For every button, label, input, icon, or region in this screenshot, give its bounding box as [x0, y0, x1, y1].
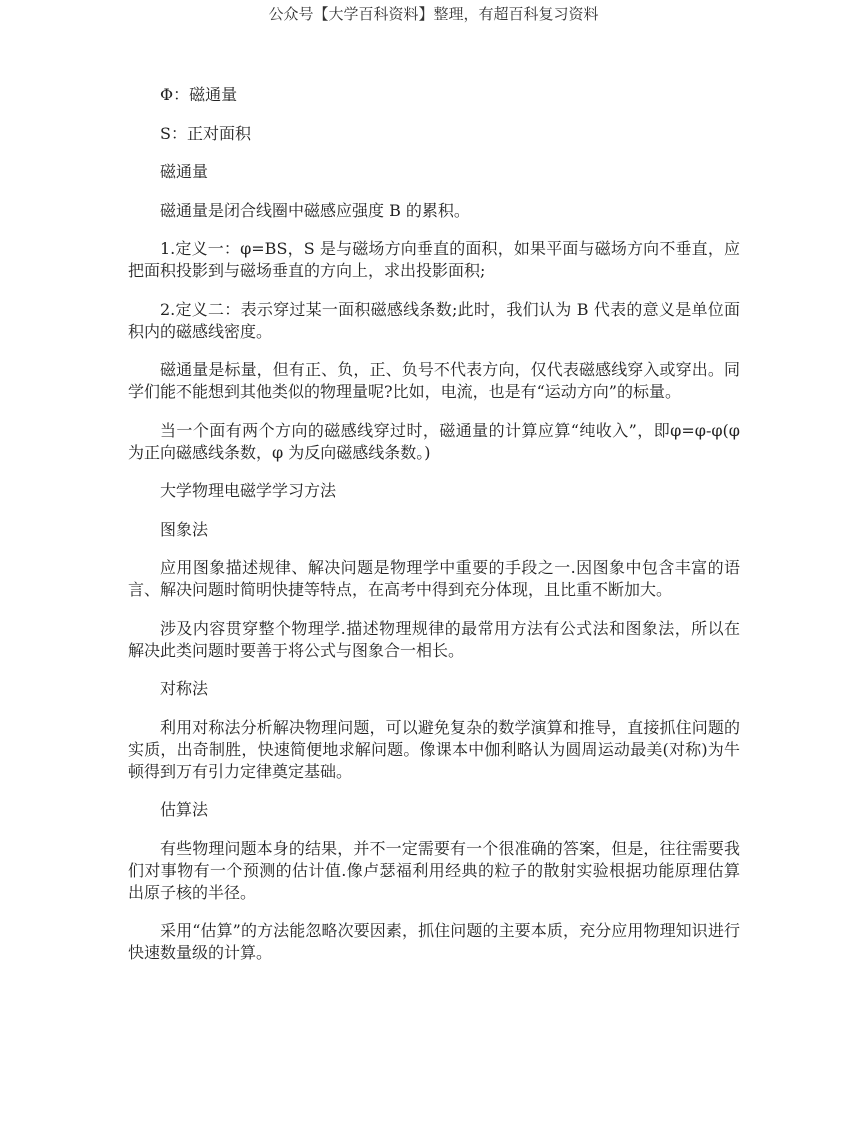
section-heading-methods: 大学物理电磁学学习方法: [160, 481, 337, 500]
paragraph-symmetry: 利用对称法分析解决物理问题，可以避免复杂的数学演算和推导，直接抓住问题的实质，出奇制胜，快速简便地求解问题。像课本中伽利略认为圆周运动最美(对称)为牛顿得到万有引力定律奠定基础。: [128, 717, 740, 781]
section-heading-estimate: 估算法: [160, 800, 209, 819]
document-body: [128, 84, 740, 981]
s-definition: S：正对面积: [160, 123, 251, 143]
section-heading-symmetry: 对称法: [160, 679, 209, 698]
phi-definition: Φ：磁通量: [160, 85, 238, 104]
paragraph-net-flux: 当一个面有两个方向的磁感线穿过时，磁通量的计算应算“纯收入”，即φ=φ-φ(φ 为正向磁感线条数，φ 为反向磁感线条数。): [128, 420, 740, 462]
section-heading-graph: 图象法: [160, 519, 209, 539]
paragraph-definition-1: 1.定义一：φ=BS，S 是与磁场方向垂直的面积，如果平面与磁场方向不垂直，应把面积投影到与磁场垂直的方向上，求出投影面积;: [128, 239, 740, 280]
paragraph-estimate-2: 采用“估算”的方法能忽略次要因素，抓住问题的主要本质，充分应用物理知识进行快速数量级的计算。: [128, 921, 740, 962]
section-heading-flux: 磁通量: [160, 162, 209, 181]
paragraph-graph-1: 应用图象描述规律、解决问题是物理学中重要的手段之一.因图象中包含丰富的语言、解决问题时简明快捷等特点，在高考中得到充分体现，且比重不断加大。: [128, 558, 740, 599]
paragraph-flux-intro: 磁通量是闭合线圈中磁感应强度 B 的累积。: [160, 200, 470, 220]
paragraph-definition-2: 2.定义二：表示穿过某一面积磁感线条数;此时，我们认为 B 代表的意义是单位面积内的磁感线密度。: [128, 299, 740, 341]
page-header: 公众号【大学百科资料】整理，有超百科复习资料: [268, 5, 599, 23]
paragraph-graph-2: 涉及内容贯穿整个物理学.描述物理规律的最常用方法有公式法和图象法，所以在解决此类问题时要善于将公式与图象合一相长。: [128, 618, 740, 660]
paragraph-estimate-1: 有些物理问题本身的结果，并不一定需要有一个很准确的答案，但是，往往需要我们对事物有一个预测的估计值.像卢瑟福利用经典的粒子的散射实验根据功能原理估算出原子核的半径。: [128, 838, 740, 902]
paragraph-scalar: 磁通量是标量，但有正、负，正、负号不代表方向，仅代表磁感线穿入或穿出。同学们能不能想到其他类似的物理量呢?比如，电流，也是有“运动方向”的标量。: [128, 360, 740, 401]
